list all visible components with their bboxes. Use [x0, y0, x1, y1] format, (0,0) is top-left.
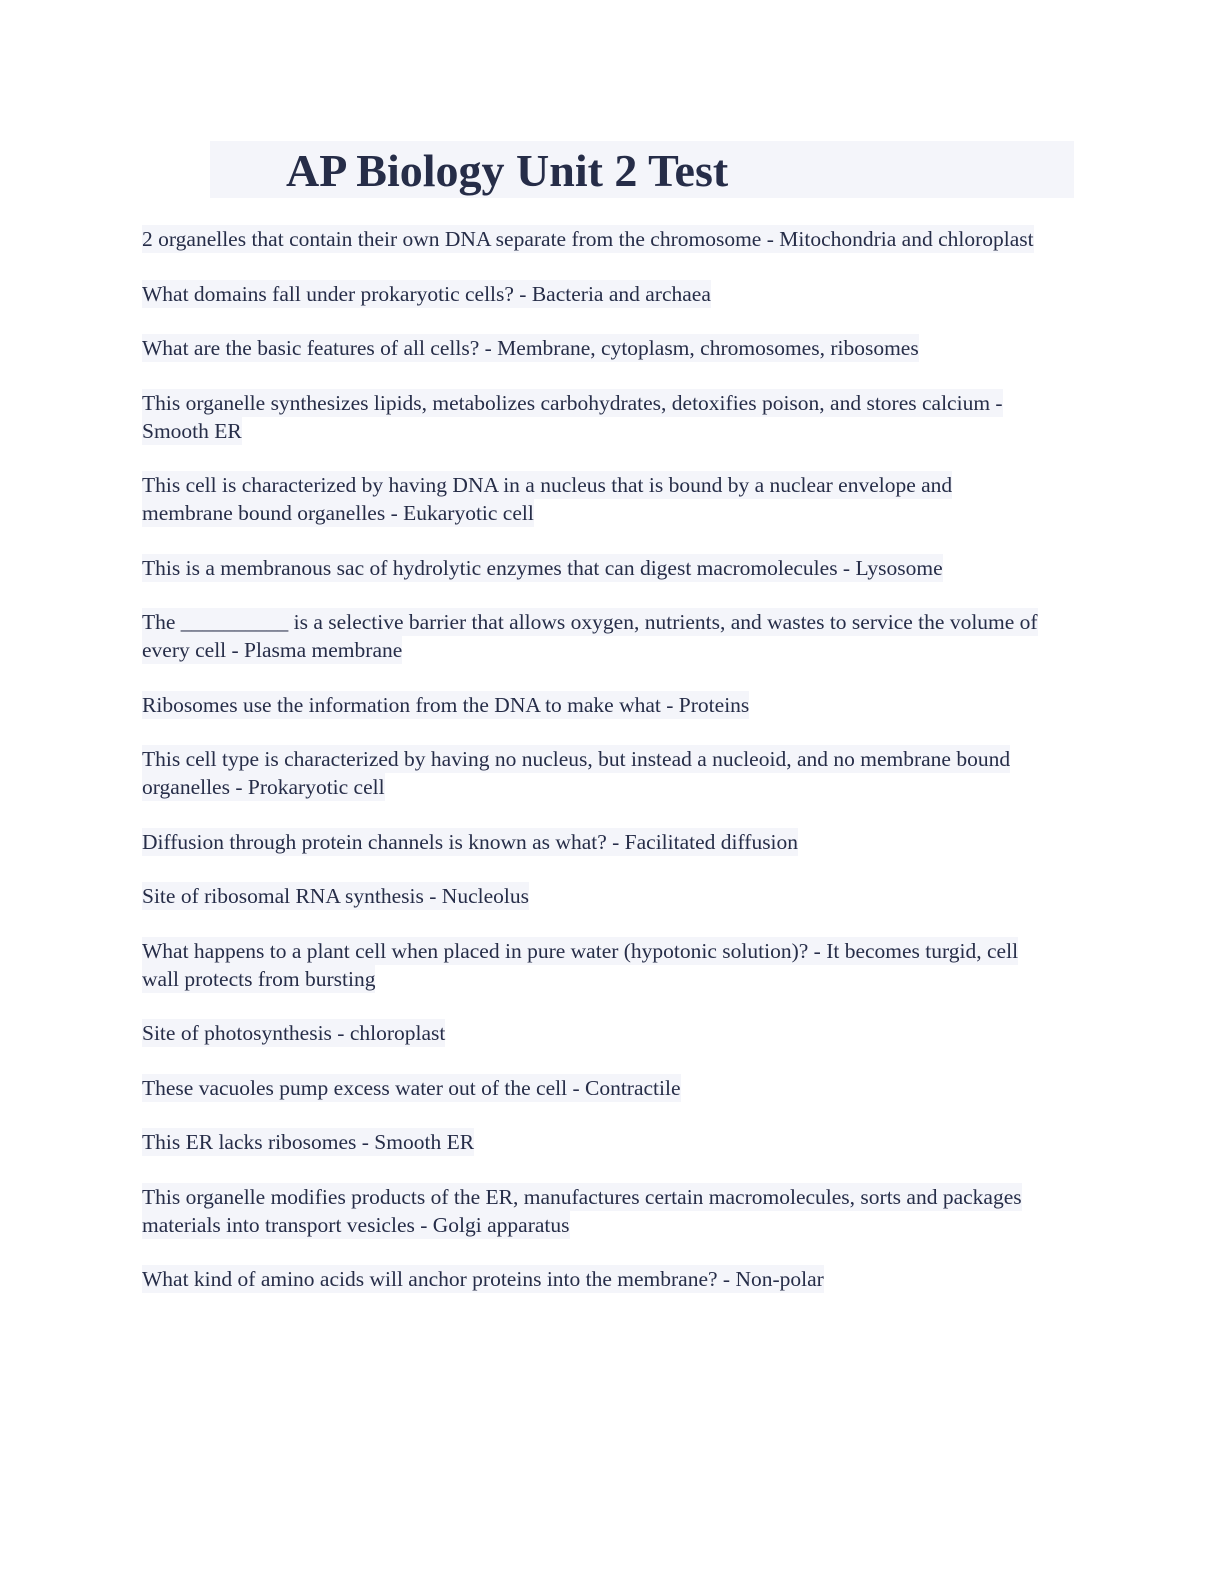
title-banner	[210, 141, 1074, 198]
qa-item-8	[142, 691, 1047, 719]
qa-item-1	[142, 225, 1047, 253]
qa-item-10	[142, 828, 1047, 856]
qa-item-17	[142, 1265, 1047, 1293]
qa-item-7	[142, 608, 1047, 664]
qa-item-11	[142, 882, 1047, 910]
qa-text: This ER lacks ribosomes - Smooth ER	[142, 1130, 475, 1154]
qa-item-3	[142, 334, 1047, 362]
qa-text: This organelle synthesizes lipids, metabolizes carbohydrates, detoxifies poison, and stores calcium - Smooth ER	[142, 390, 1003, 443]
qa-text: 2 organelles that contain their own DNA separate from the chromosome - Mitochondria and chloroplast	[142, 227, 1034, 251]
qa-item-14	[142, 1074, 1047, 1102]
qa-text: What domains fall under prokaryotic cells? - Bacteria and archaea	[142, 281, 711, 306]
page-title: AP Biology Unit 2 Test	[286, 145, 729, 196]
qa-text: These vacuoles pump excess water out of the cell - Contractile	[142, 1075, 681, 1100]
qa-text: What kind of amino acids will anchor proteins into the membrane? - Non-polar	[142, 1267, 824, 1291]
qa-text: This cell is characterized by having DNA in a nucleus that is bound by a nuclear envelope and membrane bound organelles - Eukaryotic cell	[142, 473, 953, 525]
qa-text: The __________ is a selective barrier that allows oxygen, nutrients, and wastes to service the volume of every cell - Plasma membrane	[142, 610, 1038, 662]
qa-item-4	[142, 389, 1047, 445]
qa-text: Site of photosynthesis - chloroplast	[142, 1021, 446, 1045]
qa-text: Site of ribosomal RNA synthesis - Nucleolus	[142, 884, 529, 908]
qa-list	[142, 225, 1047, 1320]
qa-text: What are the basic features of all cells? - Membrane, cytoplasm, chromosomes, ribosomes	[142, 336, 919, 360]
qa-text: This organelle modifies products of the ER, manufactures certain macromolecules, sorts and packages materials into transport vesicles - Golgi apparatus	[142, 1184, 1022, 1237]
qa-item-12	[142, 937, 1047, 993]
qa-item-5	[142, 471, 1047, 527]
qa-item-13	[142, 1019, 1047, 1047]
qa-text: Diffusion through protein channels is known as what? - Facilitated diffusion	[142, 829, 799, 854]
qa-item-6	[142, 554, 1047, 582]
qa-text: Ribosomes use the information from the DNA to make what - Proteins	[142, 692, 750, 717]
qa-item-9	[142, 745, 1047, 801]
qa-item-16	[142, 1183, 1047, 1239]
qa-text: This cell type is characterized by having no nucleus, but instead a nucleoid, and no membrane bound organelles - Prokaryotic cell	[142, 747, 1011, 799]
qa-text: This is a membranous sac of hydrolytic enzymes that can digest macromolecules - Lysosome	[142, 555, 943, 580]
qa-text: What happens to a plant cell when placed in pure water (hypotonic solution)? - It becomes turgid, cell wall protects from bursting	[142, 938, 1019, 991]
qa-item-2	[142, 280, 1047, 308]
qa-item-15	[142, 1128, 1047, 1156]
